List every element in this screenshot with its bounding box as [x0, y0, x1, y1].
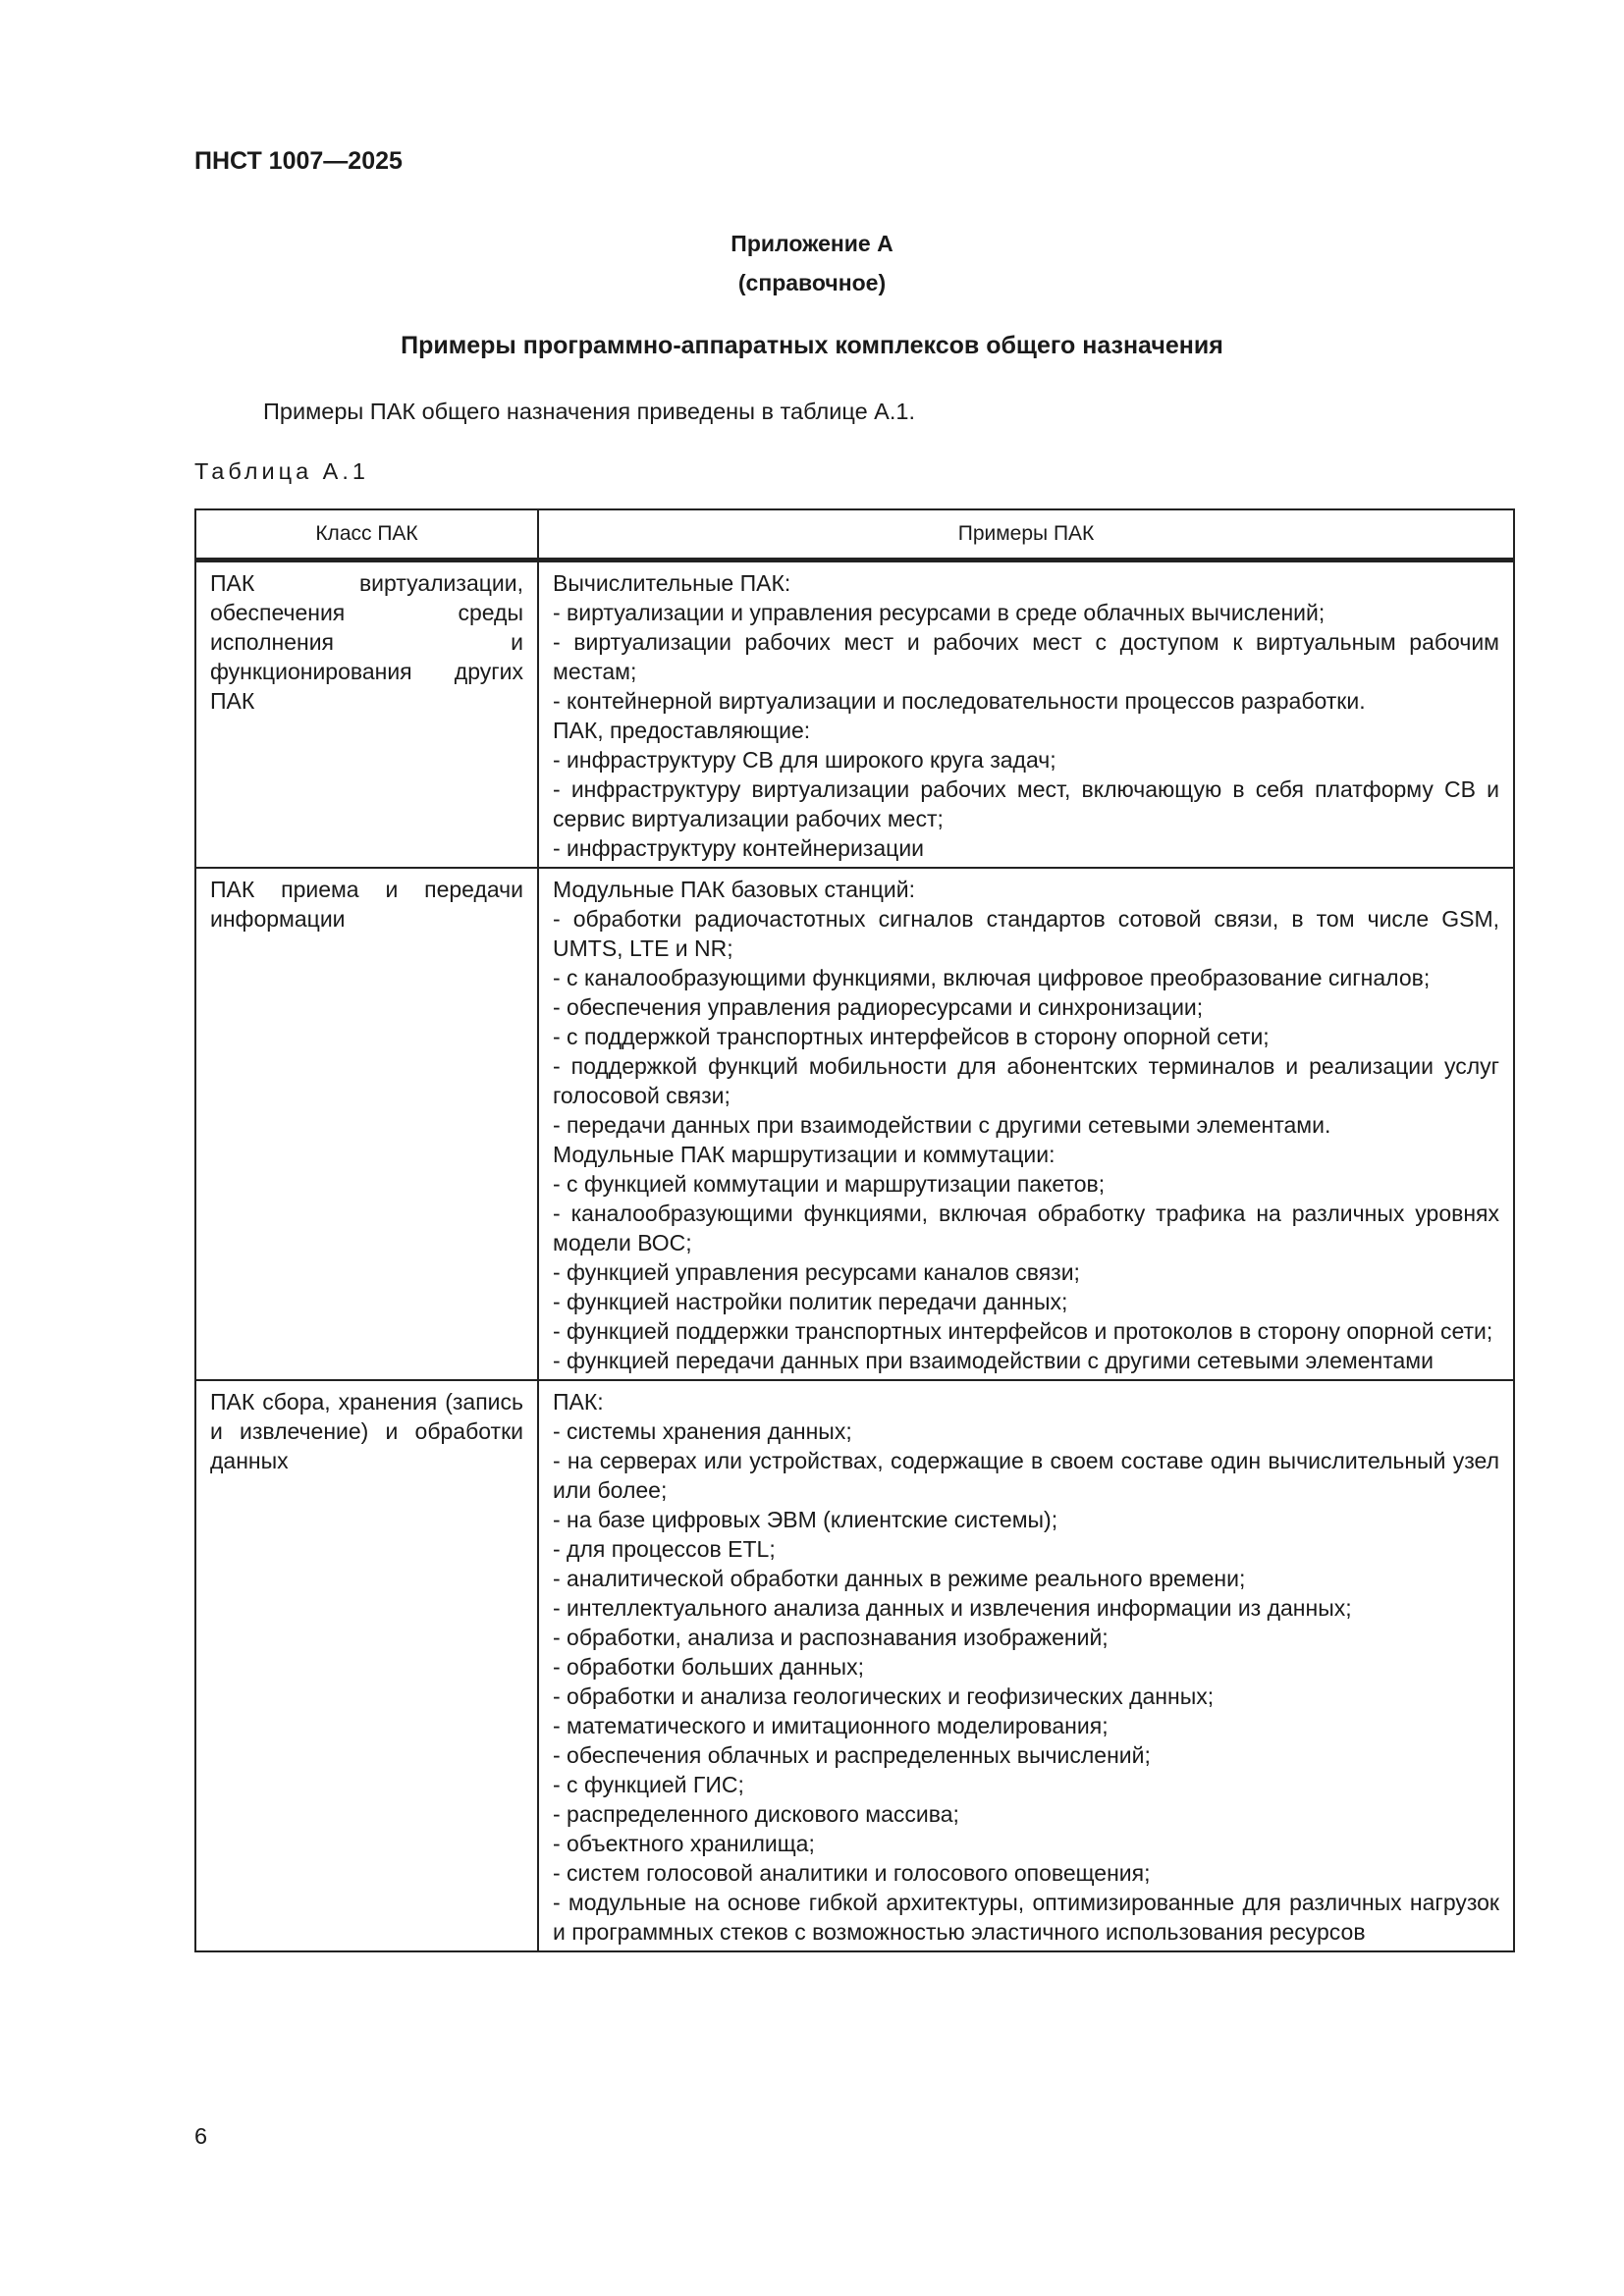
column-header-class: Класс ПАК: [195, 509, 538, 561]
example-line: - поддержкой функций мобильности для абонентских терминалов и реализации услуг голосовой связи;: [553, 1053, 1499, 1108]
example-line: - обеспечения управления радиоресурсами и синхронизации;: [553, 994, 1204, 1020]
example-line: - объектного хранилища;: [553, 1831, 815, 1856]
example-line: - обработки радиочастотных сигналов стандартов сотовой связи, в том числе GSM, UMTS, LTE и NR;: [553, 906, 1499, 961]
example-line: - каналообразующими функциями, включая обработку трафика на различных уровнях модели ВОС;: [553, 1201, 1499, 1255]
table-row: [195, 1380, 1514, 1951]
example-line: - инфраструктуру виртуализации рабочих мест, включающую в себя платформу СВ и сервис виртуализации рабочих мест;: [553, 776, 1499, 831]
example-line: - математического и имитационного моделирования;: [553, 1713, 1109, 1738]
examples-table: [194, 508, 1515, 1952]
example-line: - на серверах или устройствах, содержащие в своем составе один вычислительный узел или более;: [553, 1448, 1499, 1503]
example-line: - с поддержкой транспортных интерфейсов в сторону опорной сети;: [553, 1024, 1270, 1049]
example-line: - системы хранения данных;: [553, 1418, 852, 1444]
example-line: - обработки и анализа геологических и геофизических данных;: [553, 1683, 1215, 1709]
table-header-row: [195, 509, 1514, 561]
example-line: - обработки больших данных;: [553, 1654, 864, 1680]
examples-cell: [538, 1380, 1514, 1951]
example-line: - виртуализации и управления ресурсами в среде облачных вычислений;: [553, 600, 1326, 625]
example-line: ПАК:: [553, 1389, 604, 1415]
example-line: - функцией передачи данных при взаимодействии с другими сетевыми элементами: [553, 1348, 1434, 1373]
example-line: - на базе цифровых ЭВМ (клиентские системы);: [553, 1507, 1058, 1532]
page-number: 6: [194, 2123, 208, 2149]
example-line: - с функцией ГИС;: [553, 1772, 744, 1797]
example-line: - с каналообразующими функциями, включая цифровое преобразование сигналов;: [553, 965, 1431, 990]
example-line: - систем голосовой аналитики и голосового оповещения;: [553, 1860, 1151, 1886]
annex-label: Приложение А: [731, 231, 893, 256]
annex-title: Примеры программно-аппаратных комплексов общего назначения: [401, 332, 1223, 359]
annex-type: (справочное): [737, 270, 887, 295]
example-line: - интеллектуального анализа данных и извлечения информации из данных;: [553, 1595, 1352, 1621]
example-line: - инфраструктуру СВ для широкого круга задач;: [553, 747, 1056, 773]
example-line: ПАК, предоставляющие:: [553, 718, 811, 743]
example-line: Вычислительные ПАК:: [553, 570, 791, 596]
example-line: - передачи данных при взаимодействии с другими сетевыми элементами.: [553, 1112, 1331, 1138]
class-cell: ПАК сбора, хранения (запись и извлечение) и обработки данных: [195, 1380, 538, 1951]
examples-cell: [538, 868, 1514, 1380]
example-line: - инфраструктуру контейнеризации: [553, 835, 925, 861]
class-cell: ПАК виртуализации, обеспечения среды исполнения и функционирования других ПАК: [195, 561, 538, 869]
example-line: - с функцией коммутации и маршрутизации пакетов;: [553, 1171, 1106, 1197]
example-line: - функцией настройки политик передачи данных;: [553, 1289, 1068, 1314]
example-line: - функцией поддержки транспортных интерфейсов и протоколов в сторону опорной сети;: [553, 1318, 1493, 1344]
example-line: - виртуализации рабочих мест и рабочих мест с доступом к виртуальным рабочим местам;: [553, 629, 1499, 684]
example-line: - обеспечения облачных и распределенных вычислений;: [553, 1742, 1151, 1768]
example-line: - для процессов ETL;: [553, 1536, 776, 1562]
example-line: Модульные ПАК маршрутизации и коммутации:: [553, 1142, 1056, 1167]
example-line: Модульные ПАК базовых станций:: [553, 877, 916, 902]
class-cell: ПАК приема и передачи информации: [195, 868, 538, 1380]
example-line: - обработки, анализа и распознавания изображений;: [553, 1625, 1109, 1650]
examples-cell: [538, 561, 1514, 869]
intro-text: Примеры ПАК общего назначения приведены в таблице А.1.: [263, 399, 915, 424]
example-line: - контейнерной виртуализации и последовательности процессов разработки.: [553, 688, 1366, 714]
example-line: - модульные на основе гибкой архитектуры, оптимизированные для различных нагрузок и программных стеков с возможностью эластичного использования ресурсов: [553, 1890, 1499, 1945]
standard-code: ПНСТ 1007—2025: [194, 147, 403, 175]
table-caption: Таблица А.1: [194, 458, 369, 484]
table-row: [195, 561, 1514, 869]
table-row: [195, 868, 1514, 1380]
annex-heading: [0, 224, 1624, 302]
example-line: - аналитической обработки данных в режиме реального времени;: [553, 1566, 1246, 1591]
column-header-examples: Примеры ПАК: [538, 509, 1514, 561]
example-line: - распределенного дискового массива;: [553, 1801, 959, 1827]
example-line: - функцией управления ресурсами каналов связи;: [553, 1259, 1080, 1285]
